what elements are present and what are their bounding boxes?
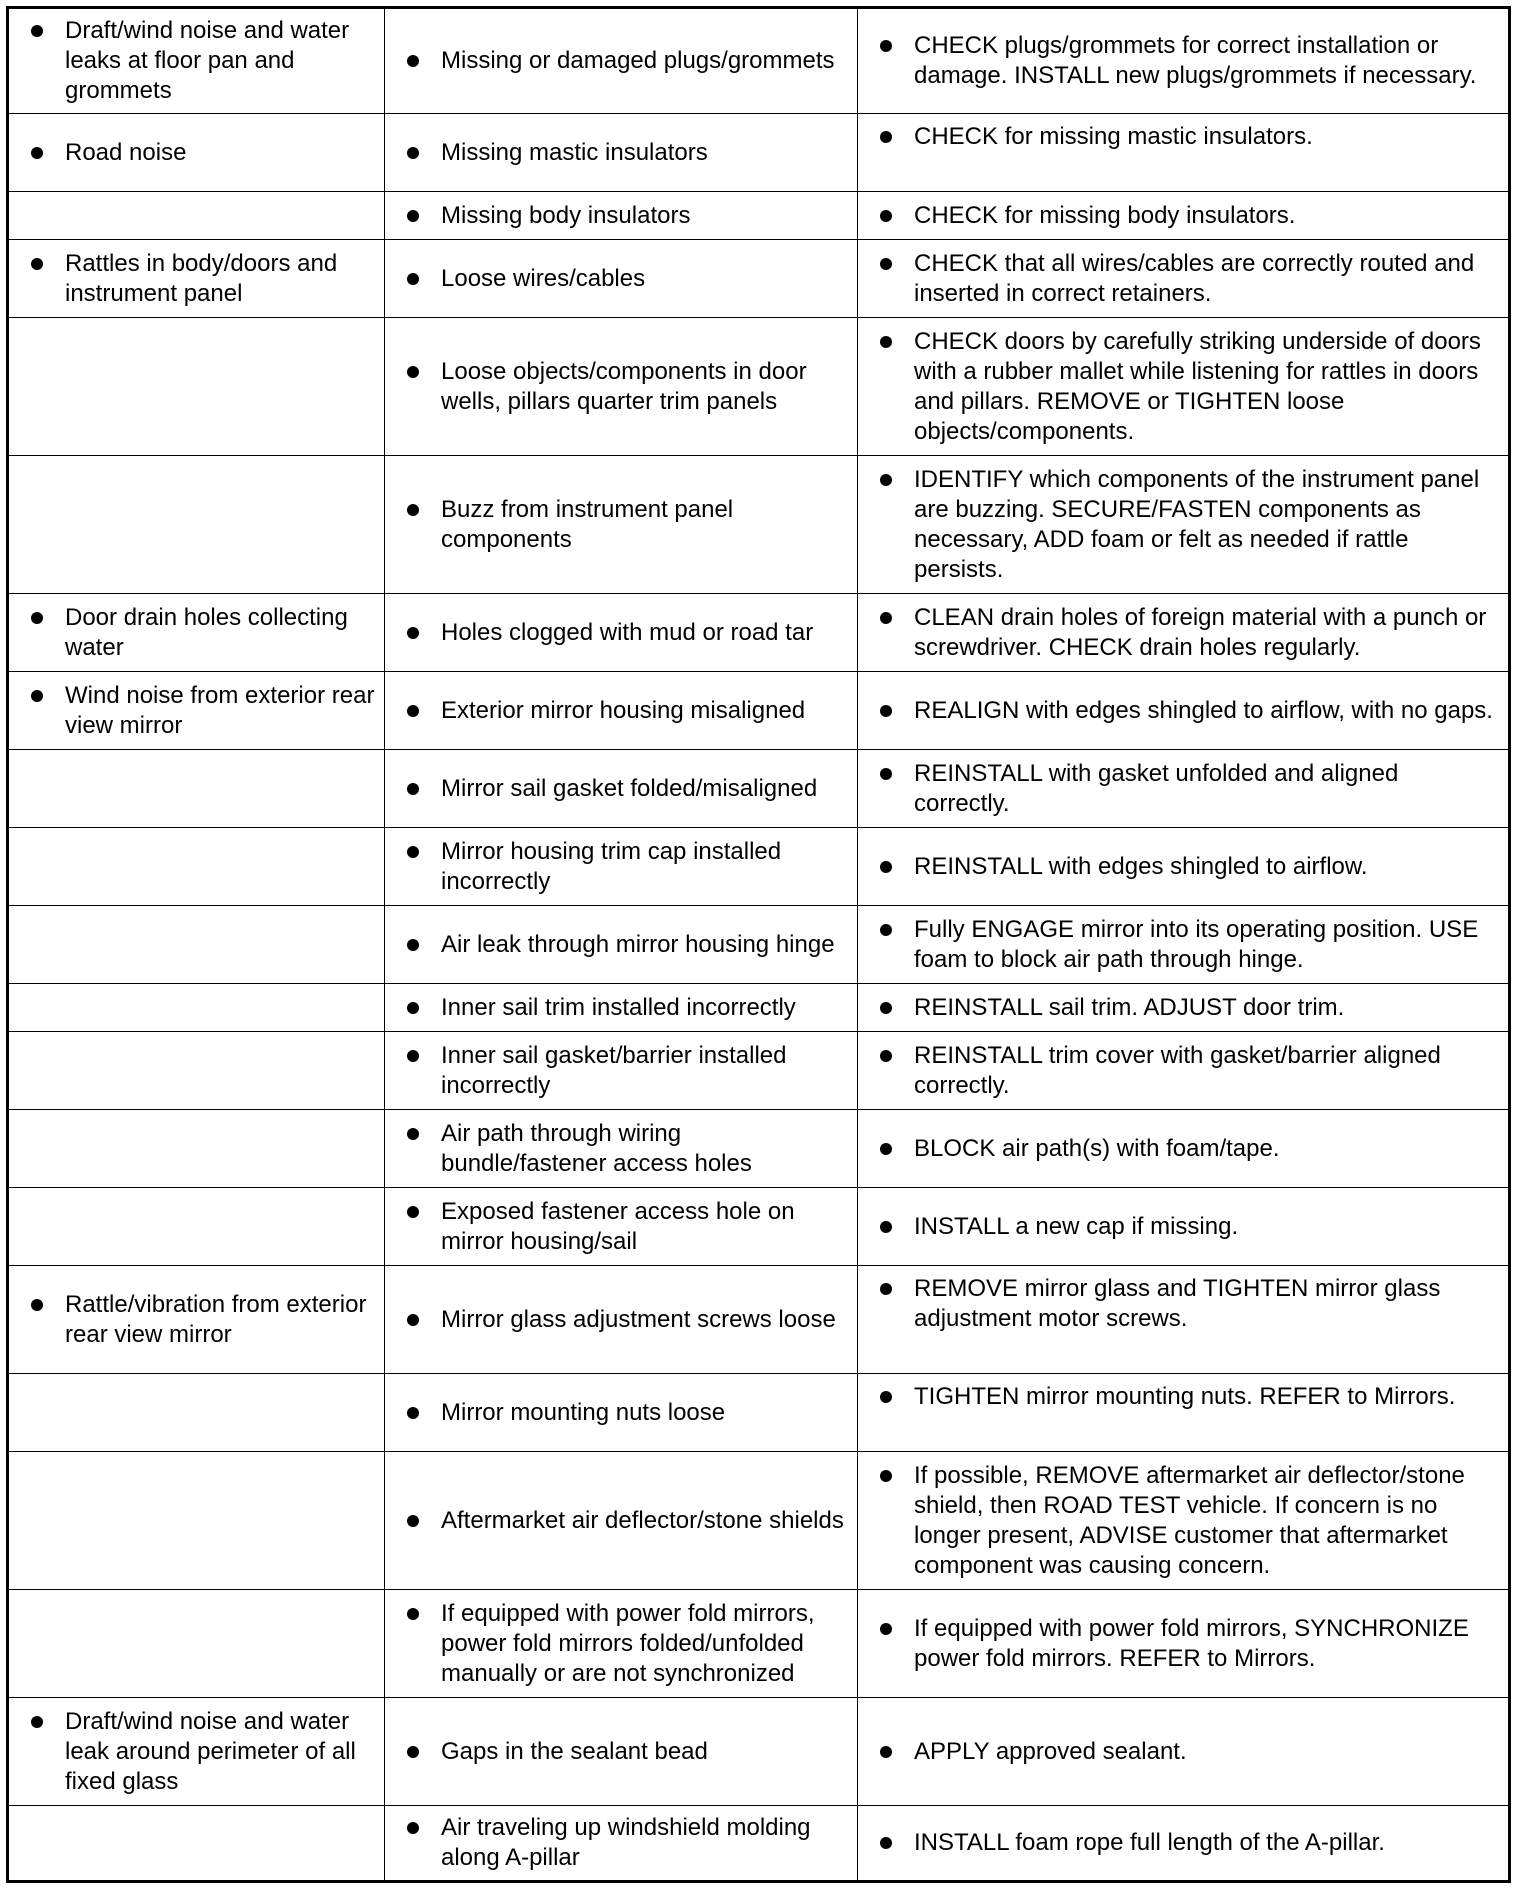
condition-cell: [8, 594, 385, 672]
bullet-item: [31, 138, 376, 168]
condition-cell: [8, 1698, 385, 1806]
condition-cell: [8, 1032, 385, 1110]
bullet-item: [407, 618, 849, 648]
diagnosis-table: [6, 6, 1511, 1883]
action-cell: [858, 114, 1510, 192]
condition-cell: [8, 8, 385, 114]
bullet-icon: [407, 1206, 419, 1218]
cause-text: Inner sail gasket/barrier installed incorrectly: [441, 1041, 787, 1099]
action-text: IDENTIFY which components of the instrument panel are buzzing. SECURE/FASTEN components as necessary, ADD foam or felt as needed if rattle persists.: [914, 465, 1480, 583]
action-cell: [858, 318, 1510, 456]
action-text: REALIGN with edges shingled to airflow, with no gaps.: [914, 696, 1493, 724]
condition-cell: [8, 750, 385, 828]
bullet-icon: [880, 1623, 892, 1635]
table-row: [8, 192, 1510, 240]
action-text: If equipped with power fold mirrors, SYNCHRONIZE power fold mirrors. REFER to Mirrors.: [914, 1614, 1469, 1672]
bullet-item: [880, 915, 1500, 975]
condition-cell: [8, 984, 385, 1032]
condition-cell: [8, 1452, 385, 1590]
action-text: CHECK for missing mastic insulators.: [914, 123, 1313, 150]
cause-text: Holes clogged with mud or road tar: [441, 618, 814, 646]
action-cell: [858, 672, 1510, 750]
bullet-icon: [407, 1407, 419, 1419]
action-cell: [858, 906, 1510, 984]
cause-text: Missing mastic insulators: [441, 138, 708, 166]
bullet-icon: [407, 1746, 419, 1758]
table-row: [8, 456, 1510, 594]
bullet-item: [407, 1197, 849, 1257]
cause-cell: [385, 1266, 858, 1374]
bullet-item: [31, 1707, 376, 1797]
cause-cell: [385, 318, 858, 456]
action-cell: [858, 828, 1510, 906]
cause-text: Buzz from instrument panel components: [441, 495, 734, 553]
bullet-icon: [407, 627, 419, 639]
cause-cell: [385, 1374, 858, 1452]
bullet-icon: [407, 1608, 419, 1620]
bullet-item: [407, 1599, 849, 1689]
table-row: [8, 1188, 1510, 1266]
action-text: REINSTALL trim cover with gasket/barrier aligned correctly.: [914, 1041, 1441, 1099]
cause-cell: [385, 1188, 858, 1266]
cause-cell: [385, 1110, 858, 1188]
bullet-icon: [880, 131, 892, 143]
cause-text: Exposed fastener access hole on mirror housing/sail: [441, 1197, 795, 1255]
bullet-icon: [31, 1299, 43, 1311]
bullet-item: [407, 495, 849, 555]
cause-text: Mirror sail gasket folded/misaligned: [441, 774, 818, 802]
bullet-icon: [31, 1716, 43, 1728]
bullet-icon: [880, 768, 892, 780]
bullet-item: [880, 852, 1500, 882]
cause-text: Missing body insulators: [441, 201, 691, 229]
bullet-item: [880, 327, 1500, 447]
bullet-icon: [407, 210, 419, 222]
condition-text: Rattle/vibration from exterior rear view mirror: [65, 1290, 367, 1348]
cause-text: Air traveling up windshield molding along A-pillar: [441, 1814, 811, 1871]
bullet-item: [407, 837, 849, 897]
bullet-item: [880, 1134, 1500, 1164]
cause-cell: [385, 828, 858, 906]
table-row: [8, 1266, 1510, 1374]
table-row: [8, 1032, 1510, 1110]
bullet-icon: [880, 1746, 892, 1758]
bullet-icon: [407, 939, 419, 951]
bullet-item: [880, 122, 1500, 152]
bullet-icon: [880, 612, 892, 624]
condition-text: Rattles in body/doors and instrument panel: [65, 249, 338, 307]
cause-cell: [385, 750, 858, 828]
table-row: [8, 594, 1510, 672]
table-row: [8, 1698, 1510, 1806]
bullet-item: [31, 681, 376, 741]
action-text: BLOCK air path(s) with foam/tape.: [914, 1134, 1280, 1162]
cause-text: Mirror housing trim cap installed incorrectly: [441, 837, 782, 895]
bullet-icon: [880, 336, 892, 348]
bullet-item: [407, 138, 849, 168]
condition-text: Draft/wind noise and water leak around perimeter of all fixed glass: [65, 1707, 356, 1795]
condition-cell: [8, 114, 385, 192]
condition-text: Road noise: [65, 138, 187, 166]
action-text: REMOVE mirror glass and TIGHTEN mirror glass adjustment motor screws.: [914, 1275, 1441, 1332]
bullet-item: [31, 1290, 376, 1350]
bullet-icon: [880, 258, 892, 270]
bullet-item: [880, 696, 1500, 726]
action-text: Fully ENGAGE mirror into its operating position. USE foam to block air path through hinge.: [914, 915, 1479, 973]
condition-cell: [8, 456, 385, 594]
bullet-icon: [880, 1050, 892, 1062]
condition-text: Wind noise from exterior rear view mirror: [65, 681, 375, 739]
cause-cell: [385, 594, 858, 672]
action-text: INSTALL a new cap if missing.: [914, 1212, 1239, 1240]
bullet-icon: [880, 705, 892, 717]
action-text: APPLY approved sealant.: [914, 1737, 1187, 1765]
bullet-item: [407, 201, 849, 231]
cause-text: Gaps in the sealant bead: [441, 1737, 708, 1765]
cause-cell: [385, 1698, 858, 1806]
table-row: [8, 1374, 1510, 1452]
bullet-icon: [880, 1143, 892, 1155]
table-row: [8, 906, 1510, 984]
action-text: TIGHTEN mirror mounting nuts. REFER to Mirrors.: [914, 1383, 1456, 1410]
bullet-item: [880, 201, 1500, 231]
bullet-icon: [31, 612, 43, 624]
condition-cell: [8, 240, 385, 318]
bullet-icon: [31, 690, 43, 702]
bullet-icon: [31, 258, 43, 270]
bullet-icon: [407, 1050, 419, 1062]
action-text: REINSTALL sail trim. ADJUST door trim.: [914, 993, 1345, 1021]
cause-text: If equipped with power fold mirrors, power fold mirrors folded/unfolded manually or are not synchronized: [441, 1599, 815, 1687]
condition-cell: [8, 1806, 385, 1882]
bullet-icon: [407, 366, 419, 378]
bullet-item: [407, 1305, 849, 1335]
bullet-item: [407, 993, 849, 1023]
table-row: [8, 984, 1510, 1032]
table-row: [8, 1590, 1510, 1698]
cause-cell: [385, 1590, 858, 1698]
cause-text: Aftermarket air deflector/stone shields: [441, 1506, 844, 1534]
condition-cell: [8, 1590, 385, 1698]
bullet-icon: [880, 1283, 892, 1295]
action-text: CHECK plugs/grommets for correct installation or damage. INSTALL new plugs/grommets if necessary.: [914, 32, 1477, 89]
cause-text: Missing or damaged plugs/grommets: [441, 47, 835, 74]
bullet-icon: [407, 1002, 419, 1014]
action-text: REINSTALL with gasket unfolded and aligned correctly.: [914, 759, 1399, 817]
cause-text: Loose wires/cables: [441, 264, 646, 292]
action-cell: [858, 984, 1510, 1032]
bullet-item: [880, 1274, 1500, 1334]
action-text: CLEAN drain holes of foreign material with a punch or screwdriver. CHECK drain holes regularly.: [914, 603, 1487, 661]
bullet-icon: [880, 40, 892, 52]
bullet-icon: [407, 147, 419, 159]
action-cell: [858, 1110, 1510, 1188]
condition-cell: [8, 906, 385, 984]
condition-cell: [8, 1110, 385, 1188]
table-row: [8, 1110, 1510, 1188]
table-row: [8, 318, 1510, 456]
action-cell: [858, 1452, 1510, 1590]
condition-cell: [8, 318, 385, 456]
cause-cell: [385, 456, 858, 594]
bullet-item: [880, 1461, 1500, 1581]
cause-text: Inner sail trim installed incorrectly: [441, 993, 796, 1021]
cause-cell: [385, 1806, 858, 1882]
cause-text: Air leak through mirror housing hinge: [441, 930, 835, 958]
bullet-icon: [31, 25, 43, 37]
action-cell: [858, 1266, 1510, 1374]
cause-text: Mirror glass adjustment screws loose: [441, 1305, 836, 1333]
condition-cell: [8, 828, 385, 906]
bullet-item: [880, 1041, 1500, 1101]
bullet-icon: [880, 1002, 892, 1014]
action-cell: [858, 1590, 1510, 1698]
bullet-item: [407, 1398, 849, 1428]
condition-cell: [8, 1266, 385, 1374]
bullet-item: [880, 1828, 1500, 1858]
bullet-item: [31, 16, 376, 106]
action-cell: [858, 1032, 1510, 1110]
bullet-icon: [880, 1837, 892, 1849]
condition-cell: [8, 672, 385, 750]
cause-cell: [385, 672, 858, 750]
action-cell: [858, 456, 1510, 594]
bullet-icon: [880, 861, 892, 873]
bullet-icon: [880, 1470, 892, 1482]
bullet-icon: [407, 1515, 419, 1527]
cause-cell: [385, 1452, 858, 1590]
table-row: [8, 114, 1510, 192]
bullet-item: [31, 603, 376, 663]
bullet-item: [407, 1506, 849, 1536]
action-text: INSTALL foam rope full length of the A-pillar.: [914, 1829, 1385, 1856]
bullet-item: [880, 31, 1500, 91]
condition-cell: [8, 192, 385, 240]
bullet-icon: [880, 474, 892, 486]
action-cell: [858, 594, 1510, 672]
cause-text: Air path through wiring bundle/fastener access holes: [441, 1119, 752, 1177]
bullet-item: [407, 264, 849, 294]
bullet-icon: [880, 1221, 892, 1233]
bullet-item: [880, 1382, 1500, 1412]
bullet-item: [407, 46, 849, 76]
action-cell: [858, 192, 1510, 240]
bullet-item: [31, 249, 376, 309]
action-cell: [858, 1374, 1510, 1452]
table-row: [8, 672, 1510, 750]
bullet-item: [407, 774, 849, 804]
bullet-item: [880, 1212, 1500, 1242]
action-cell: [858, 750, 1510, 828]
bullet-icon: [407, 1128, 419, 1140]
action-text: CHECK that all wires/cables are correctly routed and inserted in correct retainers.: [914, 249, 1475, 307]
bullet-item: [880, 603, 1500, 663]
bullet-item: [880, 1614, 1500, 1674]
bullet-item: [407, 696, 849, 726]
bullet-icon: [880, 210, 892, 222]
condition-cell: [8, 1188, 385, 1266]
cause-cell: [385, 1032, 858, 1110]
cause-cell: [385, 984, 858, 1032]
bullet-item: [880, 1737, 1500, 1767]
cause-cell: [385, 906, 858, 984]
action-cell: [858, 1698, 1510, 1806]
bullet-icon: [407, 504, 419, 516]
bullet-item: [407, 1041, 849, 1101]
table-row: [8, 240, 1510, 318]
bullet-item: [880, 249, 1500, 309]
bullet-icon: [407, 1314, 419, 1326]
cause-text: Mirror mounting nuts loose: [441, 1398, 726, 1426]
bullet-item: [880, 993, 1500, 1023]
action-text: CHECK for missing body insulators.: [914, 201, 1296, 229]
cause-text: Loose objects/components in door wells, pillars quarter trim panels: [441, 357, 807, 415]
cause-cell: [385, 240, 858, 318]
table-row: [8, 1806, 1510, 1882]
bullet-icon: [407, 55, 419, 67]
bullet-icon: [31, 147, 43, 159]
bullet-item: [407, 357, 849, 417]
bullet-icon: [407, 1822, 419, 1834]
bullet-icon: [407, 846, 419, 858]
action-cell: [858, 240, 1510, 318]
bullet-icon: [407, 783, 419, 795]
table-row: [8, 1452, 1510, 1590]
action-text: REINSTALL with edges shingled to airflow.: [914, 852, 1368, 880]
bullet-item: [407, 1737, 849, 1767]
condition-cell: [8, 1374, 385, 1452]
action-text: CHECK doors by carefully striking underside of doors with a rubber mallet while listening for rattles in doors and pillars. REMOVE or TIGHTEN loose objects/components.: [914, 327, 1481, 445]
action-cell: [858, 8, 1510, 114]
action-cell: [858, 1188, 1510, 1266]
table-row: [8, 828, 1510, 906]
action-cell: [858, 1806, 1510, 1882]
bullet-item: [407, 1119, 849, 1179]
table-row: [8, 750, 1510, 828]
bullet-icon: [407, 273, 419, 285]
diagnosis-table-body: [8, 8, 1510, 1882]
bullet-icon: [880, 924, 892, 936]
condition-text: Draft/wind noise and water leaks at floor pan and grommets: [65, 17, 350, 104]
table-row: [8, 8, 1510, 114]
bullet-icon: [407, 705, 419, 717]
bullet-item: [407, 1813, 849, 1873]
cause-cell: [385, 192, 858, 240]
bullet-item: [407, 930, 849, 960]
bullet-item: [880, 759, 1500, 819]
action-text: If possible, REMOVE aftermarket air deflector/stone shield, then ROAD TEST vehicle. If concern is no longer present, ADVISE customer that aftermarket component was causing concern.: [914, 1461, 1465, 1579]
cause-cell: [385, 114, 858, 192]
cause-cell: [385, 8, 858, 114]
condition-text: Door drain holes collecting water: [65, 603, 348, 661]
cause-text: Exterior mirror housing misaligned: [441, 696, 806, 724]
bullet-icon: [880, 1391, 892, 1403]
bullet-item: [880, 465, 1500, 585]
